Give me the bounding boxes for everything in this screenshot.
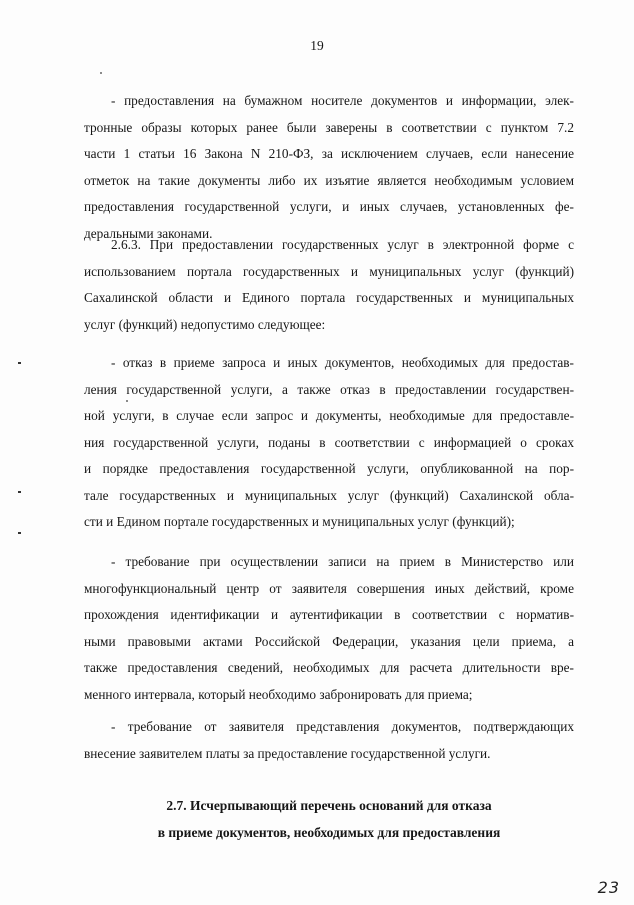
text-line: ления государственной услуги, а также отказ в предоставлении государствен- (84, 381, 574, 397)
heading-line: в приеме документов, необходимых для предоставления (157, 824, 501, 840)
text-line: также предоставления сведений, необходимых для расчета длительности вре- (84, 660, 574, 675)
paragraph-2-6-3 (84, 232, 574, 338)
handwritten-page-count: 23 (597, 878, 620, 897)
margin-mark (18, 362, 21, 364)
stray-dot (100, 72, 102, 74)
text-line: ной услуги, в случае если запрос и документы, необходимые для предоставле- (84, 408, 574, 423)
text-line: услуг (функций) недопустимо следующее: (84, 316, 326, 332)
text-line: предоставления государственной услуги, и иных случаев, установленных фе- (84, 199, 574, 214)
text-line: прохождения идентификации и аутентификации в соответствии с норматив- (84, 607, 574, 622)
paragraph-appointment-requirement (84, 549, 574, 708)
text-line: - отказ в приеме запроса и иных документов, необходимых для предостав- (111, 355, 574, 370)
text-line: - требование при осуществлении записи на прием в Министерство или (111, 554, 574, 569)
margin-mark (18, 491, 21, 493)
text-line: менного интервала, который необходимо забронировать для приема; (84, 686, 473, 702)
text-line: - требование от заявителя представления документов, подтверждающих (111, 719, 574, 734)
text-line: 2.6.3. При предоставлении государственных услуг в электронной форме с (111, 237, 574, 252)
section-heading (84, 793, 574, 846)
stray-dot (126, 400, 128, 402)
text-line: ными правовыми актами Российской Федерации, указания цели приема, а (84, 633, 574, 649)
text-line: тронные образы которых ранее были заверены в соответствии с пунктом 7.2 (84, 119, 574, 135)
text-line: части 1 статьи 16 Закона N 210-ФЗ, за исключением случаев, если нанесение (84, 146, 574, 161)
text-line: Сахалинской области и Единого портала государственных и муниципальных (84, 290, 574, 305)
heading-line: 2.7. Исчерпывающий перечень оснований для отказа (166, 798, 492, 813)
text-line: внесение заявителем платы за предоставление государственной услуги. (84, 745, 491, 761)
margin-mark (18, 532, 21, 534)
page-number: 19 (310, 38, 324, 53)
text-line: многофункциональный центр от заявителя совершения иных действий, кроме (84, 580, 574, 596)
text-line: - предоставления на бумажном носителе документов и информации, элек- (111, 93, 574, 108)
paragraph-payment-requirement (84, 714, 574, 767)
text-line: сти и Едином портале государственных и муниципальных услуг (функций); (84, 514, 515, 529)
text-line: ния государственной услуги, поданы в соответствии с информацией о сроках (84, 434, 574, 450)
text-line: деральными законами. (84, 225, 213, 241)
text-line: и порядке предоставления государственной услуги, опубликованной на пор- (84, 461, 574, 476)
paragraph-refusal (84, 350, 574, 536)
text-line: тале государственных и муниципальных услуг (функций) Сахалинской обла- (84, 487, 574, 503)
paragraph-paper-documents (84, 88, 574, 247)
text-line: использованием портала государственных и муниципальных услуг (функций) (84, 263, 574, 279)
text-line: отметок на такие документы либо их изъятие является необходимым условием (84, 172, 574, 188)
